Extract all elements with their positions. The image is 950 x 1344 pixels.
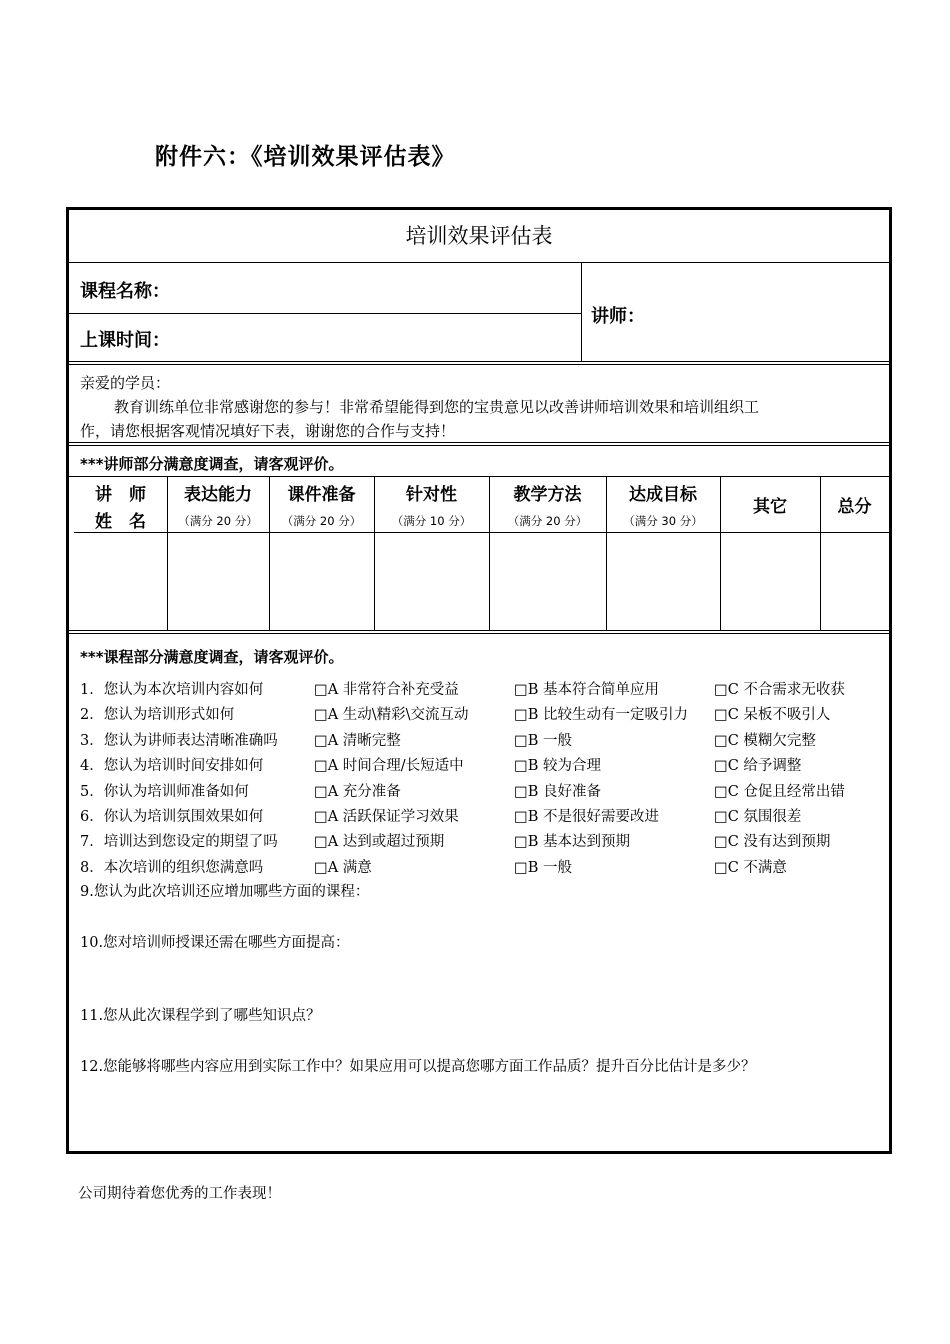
col-total: 总分	[837, 497, 872, 517]
question-6-option-b[interactable]: □B 不是很好需要改进	[514, 809, 659, 825]
question-8-question-text: 8．本次培训的组织您满意吗	[80, 859, 264, 876]
col-teaching-method: 教学方法 （满分 20 分）	[507, 485, 588, 528]
divider	[69, 476, 889, 477]
divider	[69, 361, 889, 365]
question-8-option-a[interactable]: □A 满意	[314, 859, 372, 876]
col-other: 其它	[753, 497, 787, 517]
question-3-option-a[interactable]: □A 清晰完整	[314, 732, 401, 749]
col-lecturer-name: 讲 师 姓 名	[95, 485, 146, 532]
question-5-question-text: 5．你认为培训师准备如何	[80, 783, 249, 800]
question-3-question-text: 3．您认为讲师表达清晰准确吗	[80, 732, 278, 749]
question-4-question-text: 4．您认为培训时间安排如何	[80, 758, 264, 775]
question-2-question-text: 2．您认为培训形式如何	[80, 707, 235, 724]
course-name-label: 课程名称：	[80, 281, 170, 302]
question-8-option-b[interactable]: □B 一般	[514, 859, 572, 876]
question-11: 11.您从此次课程学到了哪些知识点？	[80, 1008, 321, 1024]
question-1-question-text: 1．您认为本次培训内容如何	[80, 682, 264, 698]
question-4-option-c[interactable]: □C 给予调整	[714, 758, 802, 775]
divider	[581, 262, 582, 362]
question-3-option-c[interactable]: □C 模糊欠完整	[714, 732, 816, 749]
intro-line-2: 作，请您根据客观情况填好下表，谢谢您的合作与支持！	[80, 422, 456, 440]
divider	[69, 630, 889, 634]
greeting: 亲爱的学员：	[80, 374, 171, 392]
question-7-option-c[interactable]: □C 没有达到预期	[714, 834, 831, 851]
divider	[74, 532, 889, 533]
divider	[69, 262, 889, 263]
col-courseware: 课件准备 （满分 20 分）	[281, 485, 362, 528]
question-1-option-c[interactable]: □C 不合需求无收获	[714, 682, 845, 698]
question-6-option-a[interactable]: □A 活跃保证学习效果	[314, 809, 459, 825]
lecturer-section-title: ***讲师部分满意度调查，请客观评价。	[80, 455, 344, 473]
footer-text: 公司期待着您优秀的工作表现！	[78, 1186, 281, 1202]
question-2-option-a[interactable]: □A 生动\精彩\交流互动	[314, 707, 469, 724]
question-6-option-c[interactable]: □C 氛围很差	[714, 809, 802, 825]
lecturer-label: 讲师：	[591, 306, 645, 327]
question-12: 12.您能够将哪些内容应用到实际工作中？如果应用可以提高您哪方面工作品质？提升百分比估计是多少？	[80, 1059, 756, 1075]
question-1-option-b[interactable]: □B 基本符合简单应用	[514, 682, 659, 698]
question-10: 10.您对培训师授课还需在哪些方面提高：	[80, 935, 350, 951]
question-7-question-text: 7．培训达到您设定的期望了吗	[80, 834, 278, 851]
question-5-option-c[interactable]: □C 仓促且经常出错	[714, 783, 845, 800]
divider	[69, 313, 581, 314]
question-1-option-a[interactable]: □A 非常符合补充受益	[314, 682, 459, 698]
question-4-option-a[interactable]: □A 时间合理/长短适中	[314, 758, 464, 775]
question-7-option-a[interactable]: □A 达到或超过预期	[314, 834, 445, 851]
question-2-option-c[interactable]: □C 呆板不吸引人	[714, 707, 831, 724]
divider	[720, 476, 721, 631]
divider	[269, 476, 270, 631]
question-6-question-text: 6．你认为培训氛围效果如何	[80, 809, 264, 825]
page-heading: 附件六：《培训效果评估表》	[155, 144, 456, 170]
question-3-option-b[interactable]: □B 一般	[514, 732, 572, 749]
question-5-option-a[interactable]: □A 充分准备	[314, 783, 401, 800]
col-expression: 表达能力 （满分 20 分）	[178, 485, 258, 528]
divider	[69, 442, 889, 446]
col-goal-achievement: 达成目标 （满分 30 分）	[623, 485, 703, 528]
class-time-label: 上课时间：	[80, 330, 170, 351]
evaluation-form	[66, 207, 892, 1154]
question-9: 9.您认为此次培训还应增加哪些方面的课程：	[80, 884, 370, 900]
question-5-option-b[interactable]: □B 良好准备	[514, 783, 601, 800]
divider	[489, 476, 490, 631]
col-relevance: 针对性 （满分 10 分）	[391, 485, 472, 528]
divider	[606, 476, 607, 631]
intro-line-1: 教育训练单位非常感谢您的参与！非常希望能得到您的宝贵意见以改善讲师培训效果和培训组织工	[114, 398, 760, 416]
divider	[374, 476, 375, 631]
divider	[820, 476, 821, 631]
divider	[167, 476, 168, 631]
course-section-title: ***课程部分满意度调查，请客观评价。	[80, 648, 344, 666]
form-title: 培训效果评估表	[405, 224, 553, 248]
question-2-option-b[interactable]: □B 比较生动有一定吸引力	[514, 707, 688, 724]
question-4-option-b[interactable]: □B 较为合理	[514, 758, 601, 775]
question-7-option-b[interactable]: □B 基本达到预期	[514, 834, 630, 851]
question-8-option-c[interactable]: □C 不满意	[714, 859, 787, 876]
